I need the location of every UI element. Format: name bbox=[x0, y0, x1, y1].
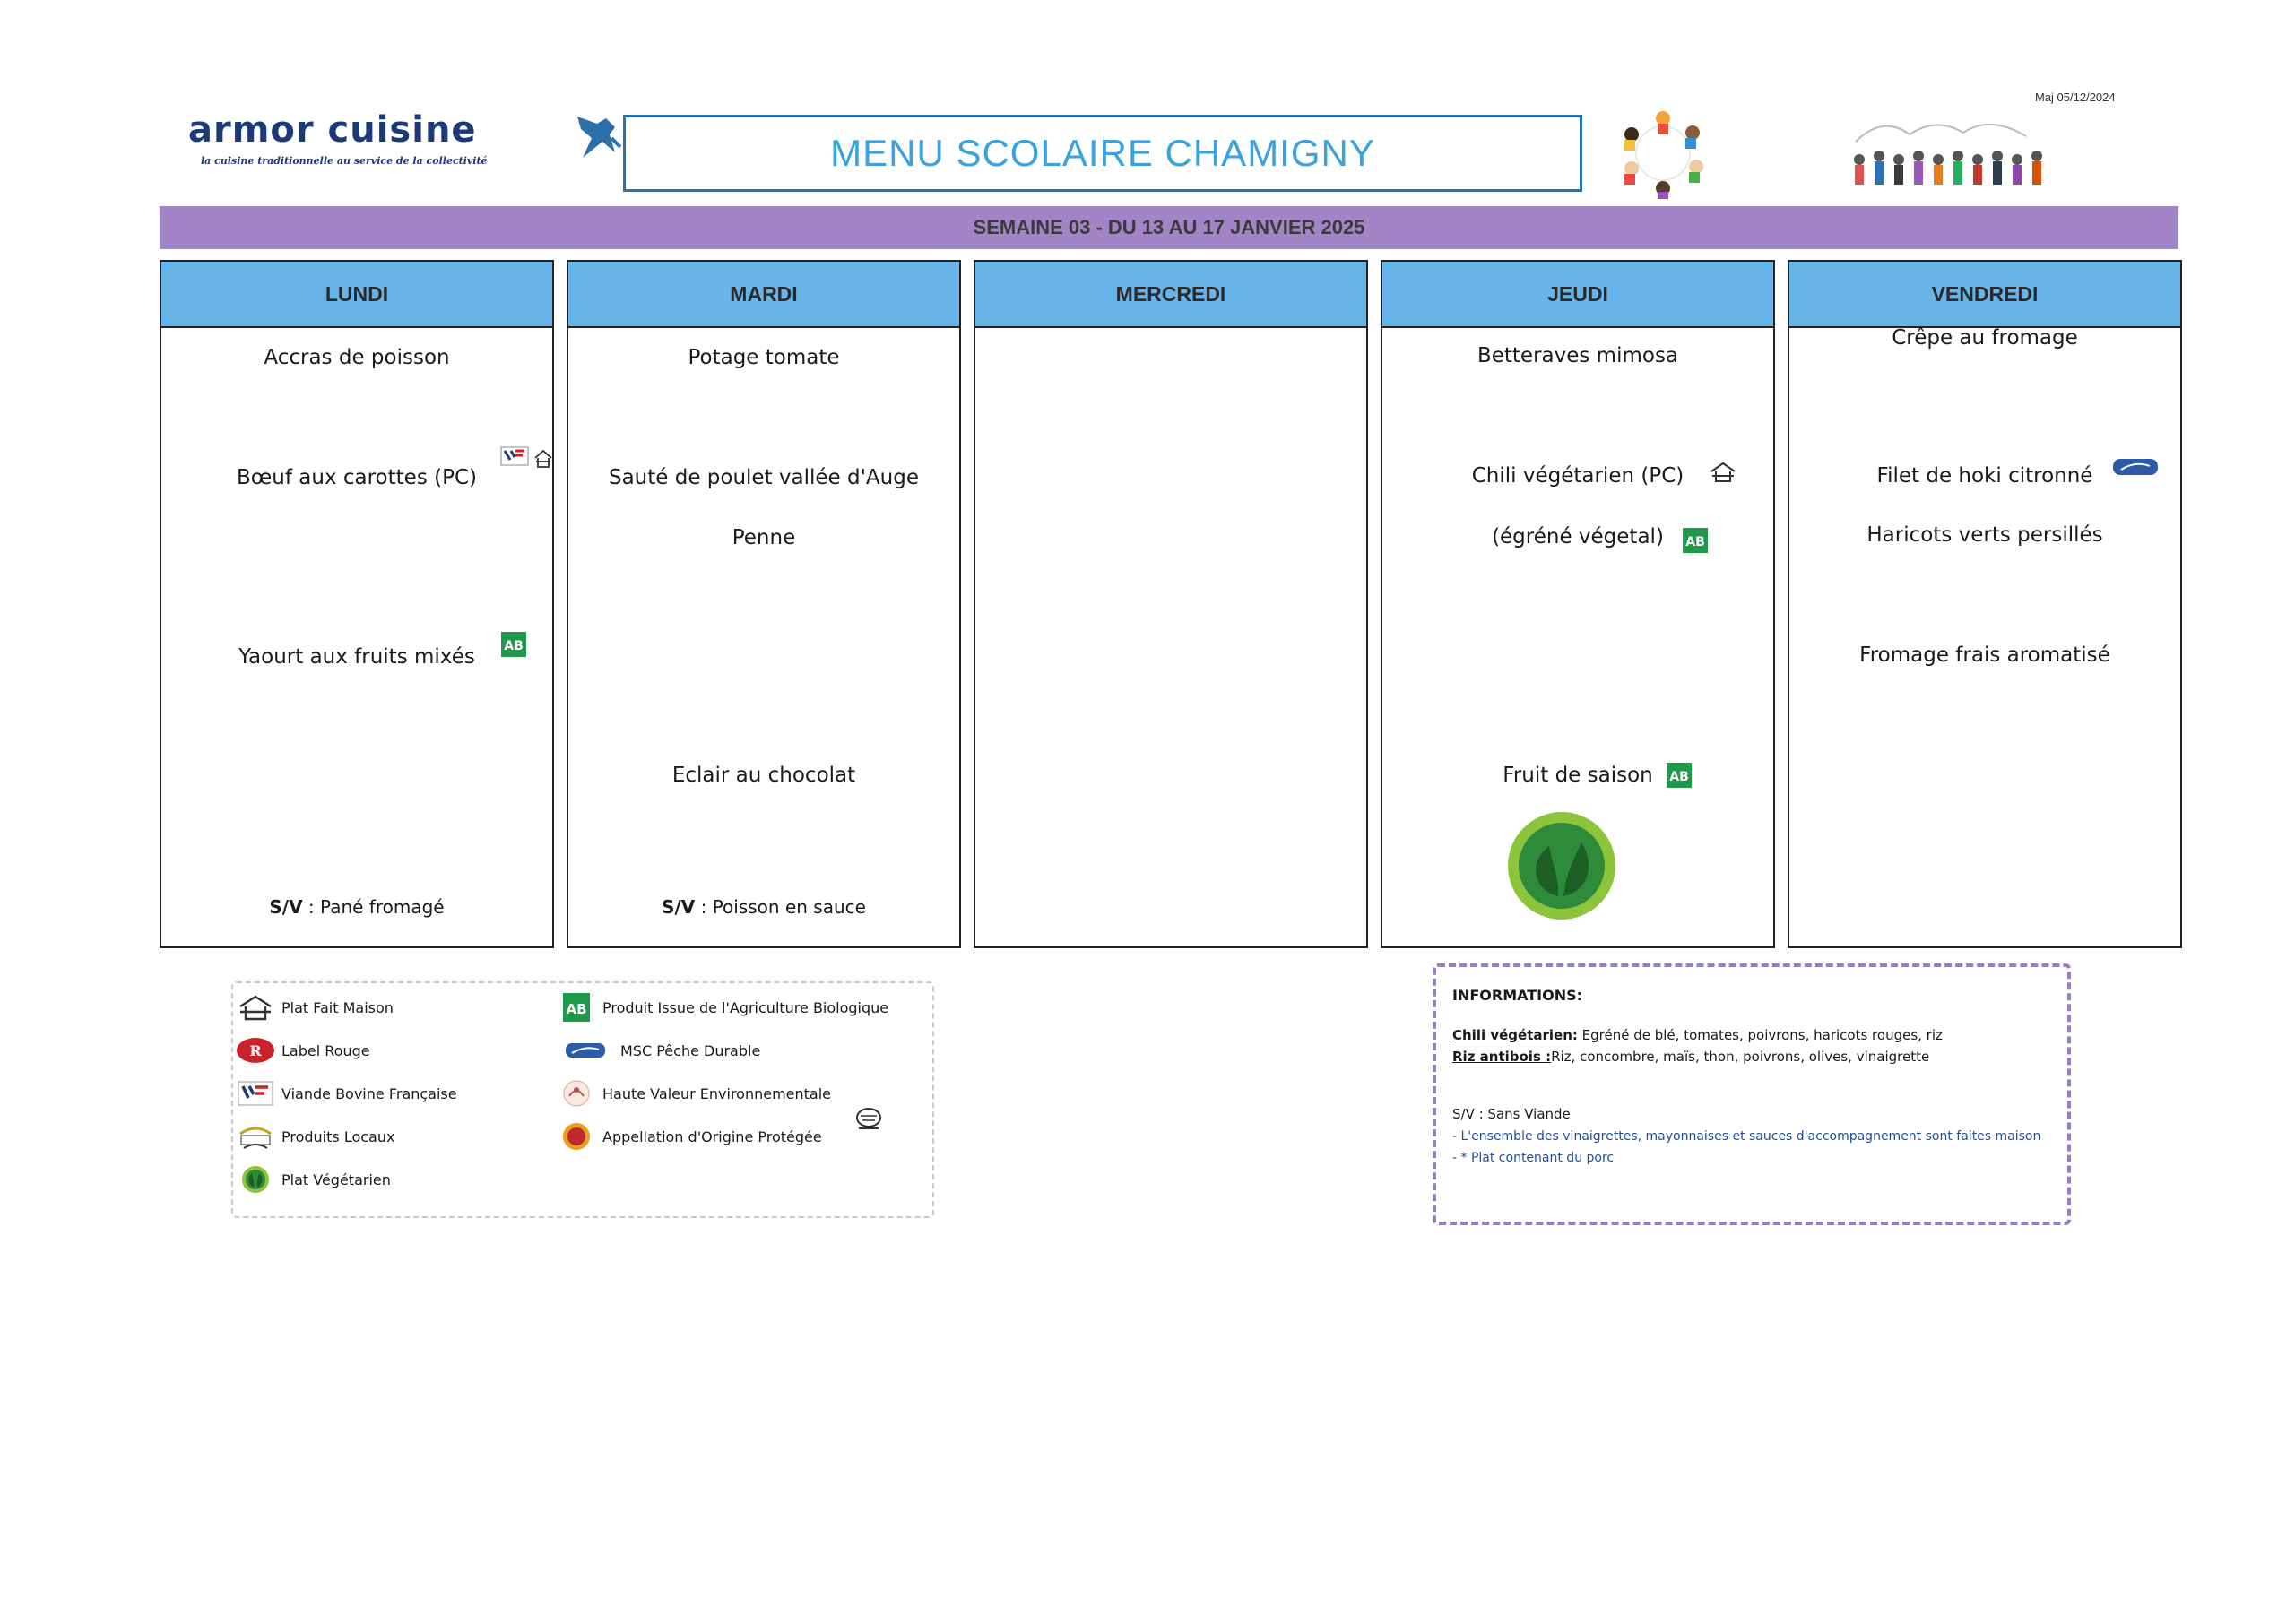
week-banner bbox=[160, 206, 2178, 249]
legend-label: Viande Bovine Française bbox=[281, 1084, 457, 1102]
svg-text:R: R bbox=[249, 1042, 262, 1059]
legend-item bbox=[235, 1035, 370, 1066]
legend-label: Produit Issue de l'Agriculture Biologique bbox=[602, 998, 889, 1016]
organic-ab-icon bbox=[500, 631, 527, 658]
bowl-icon bbox=[853, 1105, 884, 1132]
info-text: Egréné de blé, tomates, poivrons, haricots rouges, riz bbox=[1577, 1027, 1943, 1043]
dish-dessert: Fruit de saison bbox=[1503, 764, 1653, 787]
info-title: INFORMATIONS: bbox=[1452, 987, 1583, 1004]
legend-item bbox=[235, 1121, 394, 1152]
legend-label: Plat Fait Maison bbox=[281, 998, 394, 1016]
organic-ab-icon bbox=[556, 992, 597, 1023]
hve-icon bbox=[556, 1078, 597, 1109]
day-column-jeudi bbox=[1381, 260, 1775, 948]
legend-item bbox=[556, 1035, 760, 1066]
dish-side: Haricots verts persillés bbox=[1866, 523, 2103, 547]
brand-logo bbox=[188, 109, 511, 167]
legend-label: Plat Végétarien bbox=[281, 1170, 391, 1188]
day-header: MARDI bbox=[568, 262, 959, 328]
sv-label: S/V bbox=[662, 896, 696, 918]
legend-label: Haute Valeur Environnementale bbox=[602, 1084, 832, 1102]
dish-main: Chili végétarien (PC) bbox=[1471, 464, 1684, 488]
dish-starter: Betteraves mimosa bbox=[1477, 344, 1679, 367]
label-rouge-icon bbox=[235, 1035, 276, 1066]
aop-icon bbox=[556, 1121, 597, 1152]
legend-item bbox=[556, 1121, 822, 1152]
svg-text:AB: AB bbox=[1685, 535, 1705, 549]
info-term: Riz antibois : bbox=[1452, 1049, 1552, 1065]
sv-value: Pané fromagé bbox=[320, 896, 445, 918]
svg-text:AB: AB bbox=[504, 639, 524, 653]
vegetarian-leaf-icon bbox=[1495, 810, 1628, 921]
dish-dessert: Eclair au chocolat bbox=[671, 764, 856, 787]
menu-title: MENU SCOLAIRE CHAMIGNY bbox=[830, 132, 1375, 174]
sans-viande-option: S/V : Pané fromagé bbox=[269, 896, 445, 918]
menu-title-box bbox=[623, 115, 1582, 192]
sv-label: S/V bbox=[269, 896, 303, 918]
legend-label: Produits Locaux bbox=[281, 1127, 395, 1145]
sans-viande-option: S/V : Poisson en sauce bbox=[662, 896, 866, 918]
info-sv-note: S/V : Sans Viande bbox=[1452, 1106, 1571, 1122]
dish-dairy: Fromage frais aromatisé bbox=[1859, 644, 2110, 667]
svg-text:AB: AB bbox=[1669, 770, 1689, 784]
brand-tagline: la cuisine traditionnelle au service de la collectivité bbox=[201, 155, 488, 167]
legend-item bbox=[556, 1078, 831, 1109]
info-line-riz bbox=[1452, 1049, 2051, 1065]
dish-dessert: Yaourt aux fruits mixés bbox=[238, 645, 475, 669]
legend-label: Appellation d'Origine Protégée bbox=[602, 1127, 822, 1145]
day-header: LUNDI bbox=[161, 262, 552, 328]
house-icon bbox=[1709, 461, 1737, 484]
house-icon bbox=[533, 448, 554, 470]
legend-panel bbox=[231, 981, 934, 1218]
info-term: Chili végétarien: bbox=[1452, 1027, 1578, 1043]
legend-label: Label Rouge bbox=[281, 1041, 370, 1059]
info-homemade-note: - L'ensemble des vinaigrettes, mayonnaises et sauces d'accompagnement sont faites maison bbox=[1452, 1129, 2041, 1144]
info-text: Riz, concombre, maïs, thon, poivrons, olives, vinaigrette bbox=[1551, 1049, 1930, 1065]
organic-ab-icon bbox=[1682, 527, 1709, 554]
organic-ab-icon bbox=[1666, 762, 1693, 789]
dish-main: Bœuf aux carottes (PC) bbox=[236, 466, 477, 489]
pin-icon bbox=[570, 111, 622, 161]
week-label: SEMAINE 03 - DU 13 AU 17 JANVIER 2025 bbox=[973, 216, 1365, 238]
information-panel bbox=[1433, 963, 2071, 1225]
kids-circle-image bbox=[1610, 106, 1716, 201]
msc-fish-icon bbox=[2112, 457, 2159, 477]
day-header: JEUDI bbox=[1382, 262, 1773, 328]
day-column-mercredi bbox=[974, 260, 1368, 948]
day-column-vendredi bbox=[1788, 260, 2182, 948]
sv-value: Poisson en sauce bbox=[712, 896, 866, 918]
dish-side: Penne bbox=[732, 526, 796, 549]
legend-item bbox=[235, 1164, 391, 1195]
vegetarian-leaf-icon bbox=[235, 1164, 276, 1195]
info-line-chili bbox=[1452, 1027, 2051, 1043]
update-date: Maj 05/12/2024 bbox=[2035, 91, 2116, 104]
legend-item bbox=[235, 992, 394, 1023]
day-header: VENDREDI bbox=[1789, 262, 2180, 328]
legend-item bbox=[235, 1078, 457, 1109]
french-beef-icon bbox=[500, 446, 529, 466]
legend-item bbox=[556, 992, 888, 1023]
legend-label: MSC Pêche Durable bbox=[620, 1041, 761, 1059]
day-column-lundi bbox=[160, 260, 554, 948]
dish-starter: Accras de poisson bbox=[264, 346, 450, 369]
kids-row-image bbox=[1847, 115, 2051, 194]
dish-starter: Crêpe au fromage bbox=[1892, 326, 2078, 350]
dish-starter: Potage tomate bbox=[688, 346, 840, 369]
dish-main: Sauté de poulet vallée d'Auge bbox=[608, 466, 919, 489]
day-header: MERCREDI bbox=[975, 262, 1366, 328]
french-beef-icon bbox=[235, 1078, 276, 1109]
dish-main: Filet de hoki citronné bbox=[1876, 464, 2093, 488]
brand-name: armor cuisine bbox=[188, 109, 477, 151]
msc-fish-icon bbox=[556, 1035, 615, 1066]
local-products-icon bbox=[235, 1121, 276, 1152]
svg-text:AB: AB bbox=[566, 1001, 587, 1017]
day-column-mardi bbox=[567, 260, 961, 948]
info-pork-note: - * Plat contenant du porc bbox=[1452, 1151, 1615, 1165]
house-icon bbox=[235, 992, 276, 1023]
dish-main-detail: (égréné végetal) bbox=[1492, 525, 1664, 549]
